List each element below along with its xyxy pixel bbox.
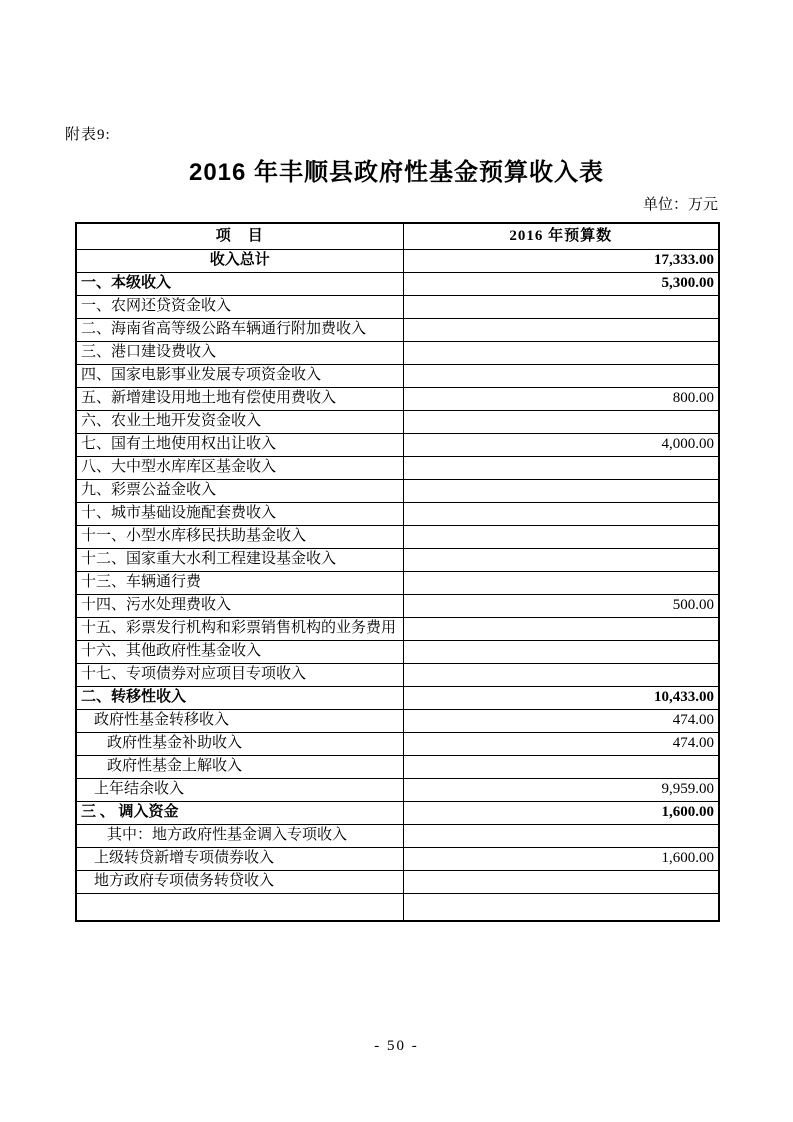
table-row xyxy=(76,572,719,595)
item-label: 十二、国家重大水利工程建设基金收入 xyxy=(76,549,403,572)
page-title: 2016 年丰顺县政府性基金预算收入表 xyxy=(188,159,605,186)
item-value xyxy=(403,664,719,687)
table-row xyxy=(76,296,719,319)
annex-label: 附表9: xyxy=(65,127,111,143)
item-label: 十六、其他政府性基金收入 xyxy=(76,641,403,664)
table-row xyxy=(76,457,719,480)
table-row xyxy=(76,388,719,411)
item-label xyxy=(76,894,403,922)
item-label: 政府性基金补助收入 xyxy=(76,733,403,756)
item-value xyxy=(403,894,719,922)
table-row xyxy=(76,641,719,664)
table-row xyxy=(76,526,719,549)
page-number: - 50 - xyxy=(374,1038,419,1054)
table-row xyxy=(76,756,719,779)
item-label: 十四、污水处理费收入 xyxy=(76,595,403,618)
item-label: 地方政府专项债务转贷收入 xyxy=(76,871,403,894)
item-label: 上级转贷新增专项债券收入 xyxy=(76,848,403,871)
budget-table xyxy=(75,222,720,922)
item-label: 政府性基金上解收入 xyxy=(76,756,403,779)
item-value: 10,433.00 xyxy=(403,687,719,710)
item-value xyxy=(403,503,719,526)
item-value xyxy=(403,411,719,434)
item-value: 474.00 xyxy=(403,710,719,733)
item-value: 1,600.00 xyxy=(403,802,719,825)
item-value: 474.00 xyxy=(403,733,719,756)
item-label: 二、海南省高等级公路车辆通行附加费收入 xyxy=(76,319,403,342)
item-value: 800.00 xyxy=(403,388,719,411)
table-row xyxy=(76,250,719,273)
table-row xyxy=(76,434,719,457)
table-row xyxy=(76,687,719,710)
table-row xyxy=(76,549,719,572)
item-label: 二、转移性收入 xyxy=(76,687,403,710)
item-label: 收入总计 xyxy=(76,250,403,273)
item-label: 十、城市基础设施配套费收入 xyxy=(76,503,403,526)
item-label: 一、农网还贷资金收入 xyxy=(76,296,403,319)
item-value xyxy=(403,618,719,641)
table-row xyxy=(76,894,719,922)
table-row xyxy=(76,871,719,894)
item-label: 五、新增建设用地土地有偿使用费收入 xyxy=(76,388,403,411)
table-header-row xyxy=(76,223,719,250)
item-label: 八、大中型水库库区基金收入 xyxy=(76,457,403,480)
table-row xyxy=(76,411,719,434)
table-row xyxy=(76,848,719,871)
item-value xyxy=(403,641,719,664)
table-row xyxy=(76,825,719,848)
item-label: 四、国家电影事业发展专项资金收入 xyxy=(76,365,403,388)
item-label: 九、彩票公益金收入 xyxy=(76,480,403,503)
item-value xyxy=(403,296,719,319)
item-value xyxy=(403,319,719,342)
item-value xyxy=(403,526,719,549)
item-value: 17,333.00 xyxy=(403,250,719,273)
item-value: 4,000.00 xyxy=(403,434,719,457)
item-label: 十一、小型水库移民扶助基金收入 xyxy=(76,526,403,549)
item-value: 5,300.00 xyxy=(403,273,719,296)
table-row xyxy=(76,503,719,526)
table-row xyxy=(76,595,719,618)
item-label: 政府性基金转移收入 xyxy=(76,710,403,733)
item-label: 十五、彩票发行机构和彩票销售机构的业务费用 xyxy=(76,618,403,641)
table-row xyxy=(76,273,719,296)
table-body xyxy=(76,250,719,922)
item-value xyxy=(403,572,719,595)
item-value xyxy=(403,871,719,894)
table-row xyxy=(76,480,719,503)
item-value xyxy=(403,549,719,572)
item-label: 十三、车辆通行费 xyxy=(76,572,403,595)
table-row xyxy=(76,319,719,342)
table-row xyxy=(76,618,719,641)
table-row xyxy=(76,733,719,756)
item-label: 六、农业土地开发资金收入 xyxy=(76,411,403,434)
table-row xyxy=(76,802,719,825)
table-row xyxy=(76,664,719,687)
item-value xyxy=(403,342,719,365)
table-row xyxy=(76,342,719,365)
item-value: 9,959.00 xyxy=(403,779,719,802)
item-value xyxy=(403,480,719,503)
item-label: 一、本级收入 xyxy=(76,273,403,296)
table-row xyxy=(76,779,719,802)
item-label: 三、港口建设费收入 xyxy=(76,342,403,365)
item-value xyxy=(403,457,719,480)
column-header-budget: 2016 年预算数 xyxy=(403,223,719,250)
table-row xyxy=(76,710,719,733)
item-value xyxy=(403,365,719,388)
column-header-item: 项 目 xyxy=(76,223,403,250)
item-label: 上年结余收入 xyxy=(76,779,403,802)
item-value: 500.00 xyxy=(403,595,719,618)
item-value xyxy=(403,756,719,779)
item-value xyxy=(403,825,719,848)
item-label: 三 、 调入资金 xyxy=(76,802,403,825)
item-label: 其中：地方政府性基金调入专项收入 xyxy=(76,825,403,848)
item-value: 1,600.00 xyxy=(403,848,719,871)
item-label: 十七、专项债券对应项目专项收入 xyxy=(76,664,403,687)
unit-label: 单位：万元 xyxy=(642,197,718,213)
item-label: 七、国有土地使用权出让收入 xyxy=(76,434,403,457)
table-row xyxy=(76,365,719,388)
